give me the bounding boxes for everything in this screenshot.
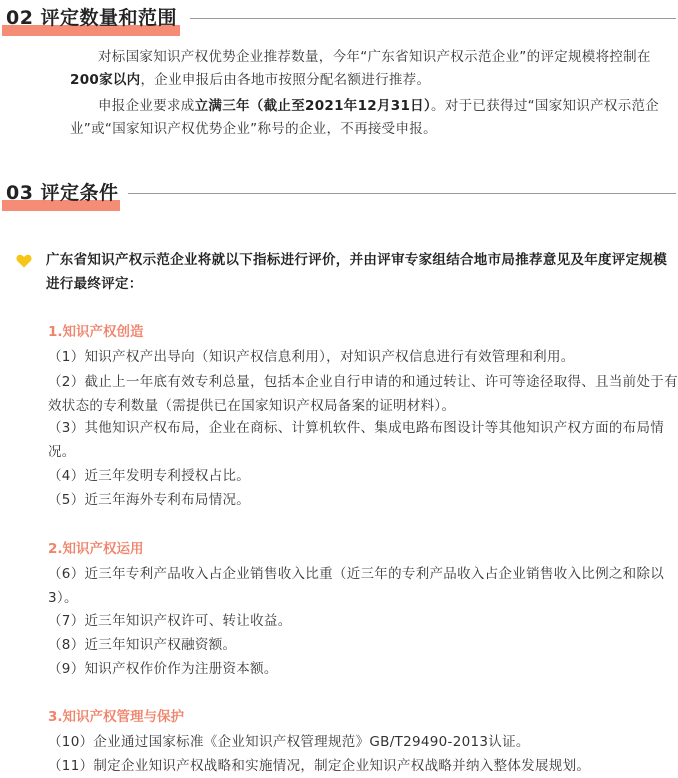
eligibility-paragraph [70,95,670,141]
criteria-item: （11）制定企业知识产权战略和实施情况，制定企业知识产权战略并纳入整体发展规划。 [48,758,591,774]
criteria-item: （1）知识产权产出导向（知识产权信息利用），对知识产权信息进行有效管理和利用。 [48,349,575,365]
heading-rule [128,193,676,194]
paragraph-emphasis: 立满三年（截止至2021年12月31日） [194,98,432,114]
quantity-paragraph [70,46,670,92]
paragraph-text: 申报企业要求成 [98,98,195,114]
criteria-item: （10）企业通过国家标准《企业知识产权管理规范》GB/T29490-2013认证。 [48,734,530,750]
heading-rule [190,18,676,19]
group-heading-utilization: 2.知识产权运用 [48,541,144,557]
group-heading-creation: 1.知识产权创造 [48,324,144,340]
criteria-intro: 广东省知识产权示范企业将就以下指标进行评价，并由评审专家组结合地市局推荐意见及年度评定规模进行最终评定： [46,252,667,292]
paragraph-emphasis: 200家以内 [70,72,141,88]
section-02-heading [0,6,678,36]
section-02-title: 02 评定数量和范围 [6,7,178,29]
paragraph-text: 对标国家知识产权优势企业推荐数量，今年“广东省知识产权示范企业”的评定规模将控制在 [98,49,651,65]
paragraph-text: ，企业申报后由各地市按照分配名额进行推荐。 [140,72,431,88]
criteria-item: （2）截止上一年底有效专利总量，包括本企业自行申请的和通过转让、许可等途径取得、且当前处于有效状态的专利数量（需提供已在国家知识产权局备案的证明材料）。 [48,374,678,414]
criteria-item: （5）近三年海外专利布局情况。 [48,492,251,508]
criteria-item: （6）近三年专利产品收入占企业销售收入比重（近三年的专利产品收入占企业销售收入比例之和除以3）。 [48,566,665,606]
criteria-item: （4）近三年发明专利授权占比。 [48,468,251,484]
paragraph-text: 。对于已获得过“国家知识产权示范企业”或“国家知识产权优势企业”称号的企业，不再接受申报。 [70,98,660,137]
criteria-item: （8）近三年知识产权融资额。 [48,637,237,653]
criteria-item: （9）知识产权作价作为注册资本额。 [48,661,278,677]
criteria-item: （7）近三年知识产权许可、转让收益。 [48,613,292,629]
heart-icon [16,254,32,268]
section-03-heading [0,181,678,211]
section-03-title: 03 评定条件 [6,182,119,204]
group-heading-management: 3.知识产权管理与保护 [48,709,185,725]
criteria-item: （3）其他知识产权布局，企业在商标、计算机软件、集成电路布图设计等其他知识产权方面的布局情况。 [48,420,665,460]
